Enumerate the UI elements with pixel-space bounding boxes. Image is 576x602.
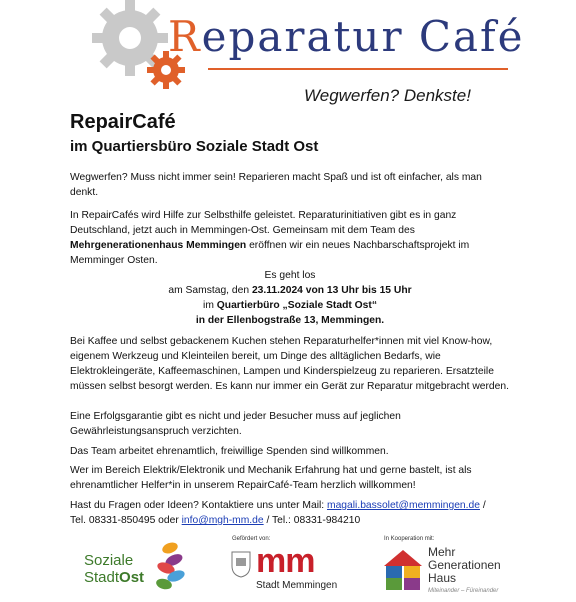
mgh-tagline: Miteinander – Füreinander — [428, 588, 499, 594]
intro-paragraph: Wegwerfen? Muss nicht immer sein! Reparieren macht Spaß und ist oft einfacher, als man denkt. — [70, 172, 482, 198]
paragraph-text: eröffnen wir ein neues Nachbarschaftsprojekt im Memminger Osten. — [70, 240, 470, 266]
contact-text: Hast du Fragen oder Ideen? Kontaktiere uns unter Mail: — [70, 500, 327, 511]
mm-name: Stadt Memmingen — [256, 580, 338, 591]
event-text: im — [203, 300, 217, 311]
contact-text: Tel. 08331-850495 oder — [70, 515, 182, 526]
contact-paragraph — [70, 498, 526, 528]
logo-slogan: Wegwerfen? Denkste! — [304, 86, 471, 105]
mgh-line1: Mehr — [428, 545, 456, 559]
mgh-line3: Haus — [428, 571, 457, 585]
event-time: 23.11.2024 von 13 Uhr bis 15 Uhr — [251, 285, 412, 296]
event-place — [70, 298, 510, 313]
soziale-line1: Soziale — [84, 552, 134, 569]
soziale-line2b: Ost — [119, 569, 145, 586]
event-line: Es geht los — [264, 270, 316, 281]
contact-text: / Tel.: 08331-984210 — [263, 515, 361, 526]
page-subtitle: im Quartiersbüro Soziale Stadt Ost — [70, 138, 319, 155]
event-date — [70, 283, 510, 298]
event-location: Quartierbüro „Soziale Stadt Ost“ — [216, 300, 377, 311]
paragraph-join: Wer im Bereich Elektrik/Elektronik und Mechanik Erfahrung hat und gerne bastelt, ist als ehrenamtlicher Helfer*in in unserem RepairCafé-Team herzlich willkommen! — [70, 465, 472, 491]
logo-title-text: Reparatur Café — [168, 12, 525, 61]
house-puzzle-icon — [382, 548, 424, 592]
event-address: in der Ellenbogstraße 13, Memmingen. — [195, 315, 385, 326]
mgh-caption: In Kooperation mit: — [384, 536, 435, 542]
mm-caption: Gefördert von: — [232, 536, 271, 542]
paragraph-volunteer: Das Team arbeitet ehrenamtlich, freiwillige Spenden sind willkommen. — [70, 446, 389, 457]
soziale-stadt-ost-logo — [84, 538, 194, 592]
stadt-memmingen-logo — [226, 536, 346, 596]
email-link-magali[interactable]: magali.bassolet@memmingen.de — [327, 500, 480, 511]
city-crest-icon — [230, 550, 252, 578]
paragraph-text: In RepairCafés wird Hilfe zur Selbsthilfe geleistet. Reparaturinitiativen gibt es in ganz Deutschland, jetzt auch in Memmingen-Ost. Gemeinsam mit dem Team des — [70, 210, 457, 236]
mgh-line2: Generationen — [428, 558, 501, 572]
email-link-mgh[interactable]: info@mgh-mm.de — [181, 515, 264, 526]
paragraph-guarantee: Eine Erfolgsgarantie gibt es nicht und jeder Besucher muss auf jeglichen Gewährleistungsanspruch verzichten. — [70, 411, 401, 437]
page-title: RepairCafé — [70, 111, 176, 133]
paragraph-helpers: Bei Kaffee und selbst gebackenem Kuchen stehen Reparaturhelfer*innen mit viel Know-how, eigenem Werkzeug und Kleinteilen bereit, um Dinge des alltäglichen Bedarfs, wie Elektrokleingeräte, Kaffeemaschinen, Lampen und Kinderspielzeug zu reparieren. Ersatzteile müssen selbst besorgt werden. Es kann nur immer ein Gerät zur Reparatur mitgebracht werden. — [70, 336, 509, 392]
soziale-leaves-icon — [150, 538, 190, 592]
logo-title — [168, 12, 568, 70]
paragraph-bold: Mehrgenerationenhaus Memmingen — [70, 240, 247, 251]
mm-letters: mm — [256, 542, 315, 580]
paragraph-repaircafe — [70, 208, 510, 268]
event-text: am Samstag, den — [168, 285, 252, 296]
contact-text: / — [479, 500, 486, 511]
logo-underline — [208, 68, 508, 70]
mehrgenerationenhaus-logo — [382, 536, 542, 596]
soziale-line2a: Stadt — [84, 569, 120, 586]
event-info — [70, 268, 510, 328]
